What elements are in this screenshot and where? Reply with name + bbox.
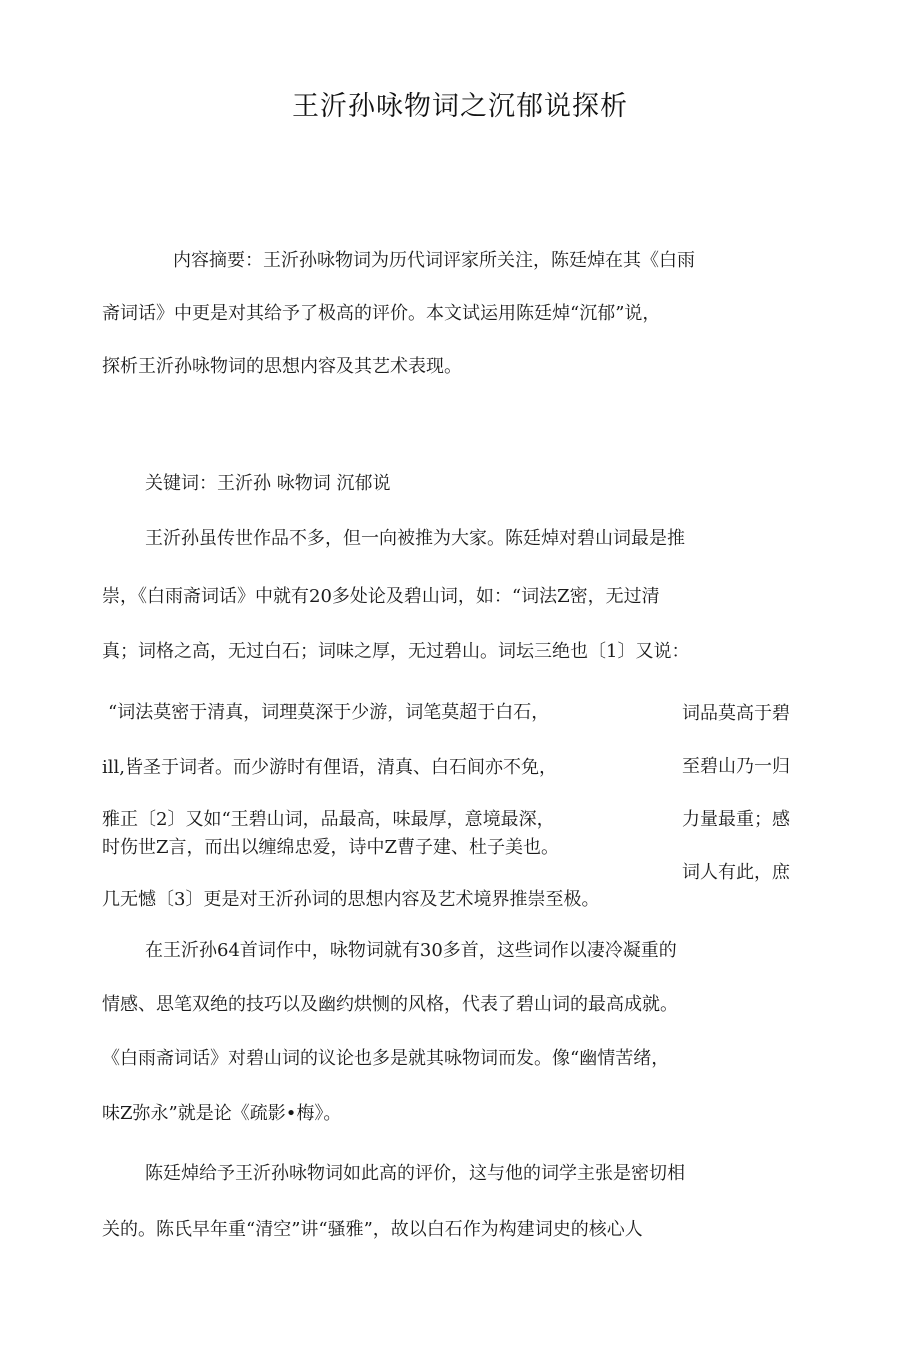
abstract-line: 探析王沂孙咏物词的思想内容及其艺术表现。	[102, 356, 462, 377]
abstract-line: 内容摘要：王沂孙咏物词为历代词评家所关注，陈廷焯在其《白雨	[173, 250, 695, 271]
paragraph-line: 陈廷焯给予王沂孙咏物词如此高的评价，这与他的词学主张是密切相	[145, 1163, 685, 1184]
quote-line: 雅正〔2〕又如“王碧山词，品最高，味最厚，意境最深，	[102, 809, 555, 830]
document-title: 王沂孙咏物词之沉郁说探析	[292, 91, 628, 122]
paragraph-line: 崇，《白雨斋词话》中就有20多处论及碧山词，如：“词法Z密，无过清	[102, 586, 660, 607]
quote-line: “词法莫密于清真，词理莫深于少游，词笔莫超于白石，	[108, 702, 550, 723]
quote-closing-line: 几无憾〔3〕更是对王沂孙词的思想内容及艺术境界推崇至极。	[102, 889, 600, 910]
paragraph-line: 王沂孙虽传世作品不多，但一向被推为大家。陈廷焯对碧山词最是推	[145, 528, 685, 549]
quote-side-fragment: 力量最重；感	[682, 809, 790, 830]
quote-side-fragment: 词品莫高于碧	[682, 703, 790, 724]
paragraph-line: 真；词格之高，无过白石；词味之厚，无过碧山。词坛三绝也〔1〕又说：	[102, 641, 690, 662]
paragraph-line: 《白雨斋词话》对碧山词的议论也多是就其咏物词而发。像“幽情苦绪，	[102, 1048, 670, 1069]
keywords-line: 关键词：王沂孙 咏物词 沉郁说	[145, 473, 391, 494]
paragraph-line: 在王沂孙64首词作中，咏物词就有30多首，这些词作以凄冷凝重的	[145, 940, 677, 961]
paragraph-line: 味Z弥永”就是论《疏影•梅》。	[102, 1103, 342, 1124]
quote-side-fragment: 至碧山乃一归	[682, 756, 790, 777]
paragraph-line: 关的。陈氏早年重“清空”讲“骚雅”，故以白石作为构建词史的核心人	[102, 1219, 643, 1240]
paragraph-line: 情感、思笔双绝的技巧以及幽约烘恻的风格，代表了碧山词的最高成就。	[102, 994, 678, 1015]
quote-line: ill,皆圣于词者。而少游时有俚语，清真、白石间亦不免，	[102, 757, 557, 778]
abstract-line: 斋词话》中更是对其给予了极高的评价。本文试运用陈廷焯“沉郁”说，	[102, 303, 661, 324]
quote-line: 时伤世Z言，而出以缠绵忠爱，诗中Z曹子建、杜子美也。	[102, 837, 560, 858]
quote-side-fragment: 词人有此，庶	[682, 862, 790, 883]
